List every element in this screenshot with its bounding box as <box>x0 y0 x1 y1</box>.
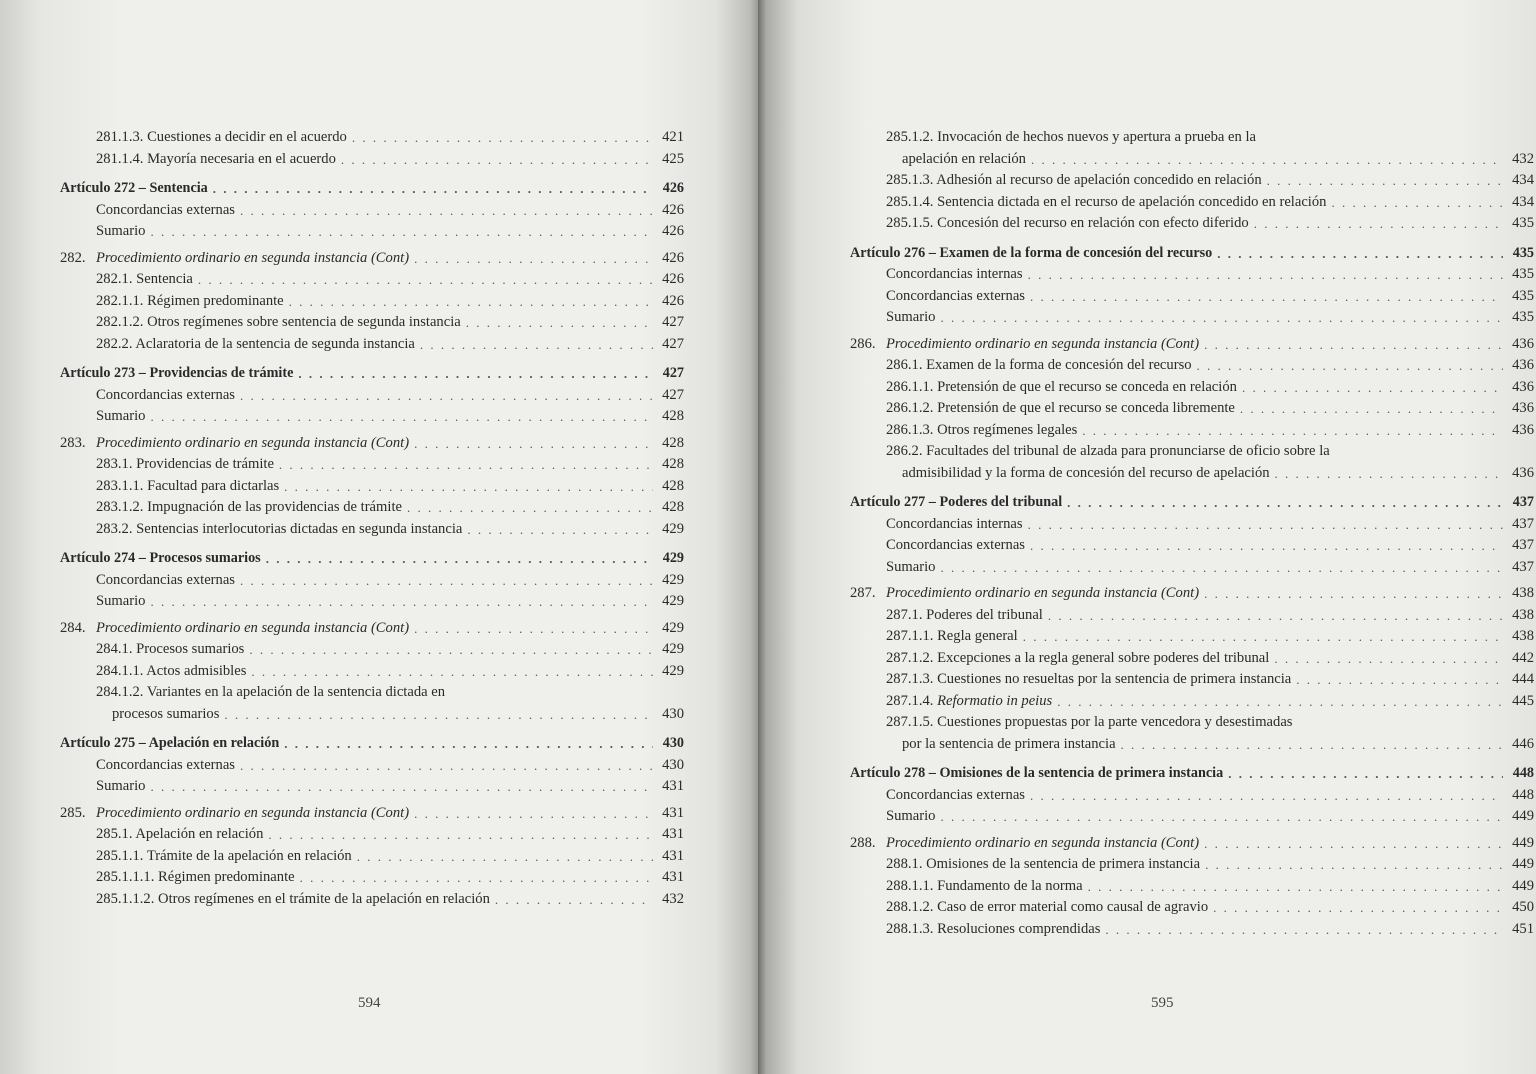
toc-entry-multiline <box>850 712 1534 755</box>
toc-article-heading: Artículo 278 – Omisiones de la sentencia de primera instancia . . . 448 <box>850 763 1534 785</box>
toc-article-heading: Artículo 274 – Procesos sumarios . . . 429 <box>60 548 684 570</box>
toc-section-heading: 287. Procedimiento ordinario en segunda instancia (Cont) . . . 438 <box>850 583 1534 605</box>
toc-entry: Concordancias internas . . . 437 <box>850 514 1534 536</box>
toc-entry: 285.1.5. Concesión del recurso en relación con efecto diferido . . . 435 <box>850 213 1534 235</box>
toc-entry: 282.2. Aclaratoria de la sentencia de segunda instancia . . . 427 <box>60 334 684 356</box>
toc-right <box>850 127 1534 940</box>
toc-entry-line: 285.1.2. Invocación de hechos nuevos y apertura a prueba en la <box>886 129 1256 145</box>
toc-entry: Sumario . . . 428 <box>60 406 684 428</box>
toc-entry: 288.1.1. Fundamento de la norma . . . 449 <box>850 876 1534 898</box>
toc-article-heading: Artículo 272 – Sentencia . . . 426 <box>60 178 684 200</box>
toc-entry: 287.1.3. Cuestiones no resueltas por la sentencia de primera instancia . . . 444 <box>850 669 1534 691</box>
toc-entry: 284.1.1. Actos admisibles . . . 429 <box>60 661 684 683</box>
toc-entry: 288.1.2. Caso de error material como causal de agravio . . . 450 <box>850 897 1534 919</box>
toc-entry-line: 284.1.2. Variantes en la apelación de la sentencia dictada en <box>96 684 446 700</box>
toc-entry: 286.1. Examen de la forma de concesión del recurso . . . 436 <box>850 355 1534 377</box>
toc-entry: 285.1.1. Trámite de la apelación en relación . . . 431 <box>60 846 684 868</box>
toc-entry: Concordancias externas . . . 448 <box>850 785 1534 807</box>
toc-entry: 282.1.2. Otros regímenes sobre sentencia de segunda instancia . . . 427 <box>60 312 684 334</box>
toc-entry: 285.1.3. Adhesión al recurso de apelación concedido en relación . . . 434 <box>850 170 1534 192</box>
toc-entry: 285.1.1.1. Régimen predominante . . . 431 <box>60 867 684 889</box>
toc-section-heading: 285. Procedimiento ordinario en segunda instancia (Cont) . . . 431 <box>60 803 684 825</box>
toc-entry-line: 286.2. Facultades del tribunal de alzada para pronunciarse de oficio sobre la <box>886 443 1330 459</box>
toc-entry-continuation: apelación en relación . . . 432 <box>886 149 1534 171</box>
toc-article-heading: Artículo 273 – Providencias de trámite . . . 427 <box>60 363 684 385</box>
toc-entry: 286.1.2. Pretensión de que el recurso se conceda libremente . . . 436 <box>850 398 1534 420</box>
toc-entry: 287.1.1. Regla general . . . 438 <box>850 626 1534 648</box>
toc-entry: Concordancias externas . . . 426 <box>60 200 684 222</box>
toc-article-heading: Artículo 277 – Poderes del tribunal . . . 437 <box>850 492 1534 514</box>
toc-entry: 283.1.1. Facultad para dictarlas . . . 428 <box>60 476 684 498</box>
toc-section-heading: 282. Procedimiento ordinario en segunda instancia (Cont) . . . 426 <box>60 248 684 270</box>
toc-entry-continuation: procesos sumarios . . . 430 <box>96 704 684 726</box>
toc-entry: 287.1. Poderes del tribunal . . . 438 <box>850 605 1534 627</box>
toc-entry: 284.1. Procesos sumarios . . . 429 <box>60 639 684 661</box>
toc-entry: Sumario . . . 437 <box>850 557 1534 579</box>
toc-entry: Concordancias externas . . . 430 <box>60 755 684 777</box>
toc-entry: 287.1.4. Reformatio in peius . . . 445 <box>850 691 1534 713</box>
toc-entry: 283.1.2. Impugnación de las providencias de trámite . . . 428 <box>60 497 684 519</box>
toc-entry: Concordancias externas . . . 437 <box>850 535 1534 557</box>
toc-entry: 286.1.1. Pretensión de que el recurso se conceda en relación . . . 436 <box>850 377 1534 399</box>
toc-entry: 283.1. Providencias de trámite . . . 428 <box>60 454 684 476</box>
toc-entry: 285.1.1.2. Otros regímenes en el trámite de la apelación en relación . . . 432 <box>60 889 684 911</box>
toc-entry: Concordancias externas . . . 427 <box>60 385 684 407</box>
toc-entry: Sumario . . . 426 <box>60 221 684 243</box>
toc-entry: 288.1.3. Resoluciones comprendidas . . . 451 <box>850 919 1534 941</box>
toc-entry: 286.1.3. Otros regímenes legales . . . 436 <box>850 420 1534 442</box>
toc-article-heading: Artículo 276 – Examen de la forma de concesión del recurso . . . 435 <box>850 243 1534 265</box>
toc-entry: Sumario . . . 431 <box>60 776 684 798</box>
toc-entry: Concordancias externas . . . 435 <box>850 286 1534 308</box>
toc-entry-continuation: admisibilidad y la forma de concesión del recurso de apelación . . . 436 <box>886 463 1534 485</box>
toc-entry: 285.1. Apelación en relación . . . 431 <box>60 824 684 846</box>
toc-entry: 282.1.1. Régimen predominante . . . 426 <box>60 291 684 313</box>
toc-section-heading: 288. Procedimiento ordinario en segunda instancia (Cont) . . . 449 <box>850 833 1534 855</box>
toc-entry-multiline <box>60 682 684 725</box>
toc-entry: 285.1.4. Sentencia dictada en el recurso de apelación concedido en relación . . . 434 <box>850 192 1534 214</box>
left-page <box>0 0 758 1074</box>
toc-section-heading: 284. Procedimiento ordinario en segunda instancia (Cont) . . . 429 <box>60 618 684 640</box>
toc-entry: 287.1.2. Excepciones a la regla general sobre poderes del tribunal . . . 442 <box>850 648 1534 670</box>
toc-entry: Concordancias externas . . . 429 <box>60 570 684 592</box>
toc-entry: Sumario . . . 449 <box>850 806 1534 828</box>
toc-entry: Sumario . . . 429 <box>60 591 684 613</box>
toc-entry: 281.1.4. Mayoría necesaria en el acuerdo . . . 425 <box>60 149 684 171</box>
toc-article-heading: Artículo 275 – Apelación en relación . . . 430 <box>60 733 684 755</box>
toc-left <box>60 127 684 910</box>
toc-entry: Concordancias internas . . . 435 <box>850 264 1534 286</box>
toc-entry-multiline <box>850 127 1534 170</box>
toc-entry-line: 287.1.5. Cuestiones propuestas por la parte vencedora y desestimadas <box>886 714 1293 730</box>
toc-entry: 283.2. Sentencias interlocutorias dictadas en segunda instancia . . . 429 <box>60 519 684 541</box>
page-number: 594 <box>358 995 381 1011</box>
right-page <box>758 0 1536 1074</box>
toc-section-heading: 283. Procedimiento ordinario en segunda instancia (Cont) . . . 428 <box>60 433 684 455</box>
toc-entry: 288.1. Omisiones de la sentencia de primera instancia . . . 449 <box>850 854 1534 876</box>
toc-entry: 281.1.3. Cuestiones a decidir en el acuerdo . . . 421 <box>60 127 684 149</box>
toc-entry: 282.1. Sentencia . . . 426 <box>60 269 684 291</box>
toc-entry: Sumario . . . 435 <box>850 307 1534 329</box>
page-number: 595 <box>1151 995 1174 1011</box>
toc-section-heading: 286. Procedimiento ordinario en segunda instancia (Cont) . . . 436 <box>850 334 1534 356</box>
toc-entry-continuation: por la sentencia de primera instancia . . . 446 <box>886 734 1534 756</box>
toc-entry-multiline <box>850 441 1534 484</box>
